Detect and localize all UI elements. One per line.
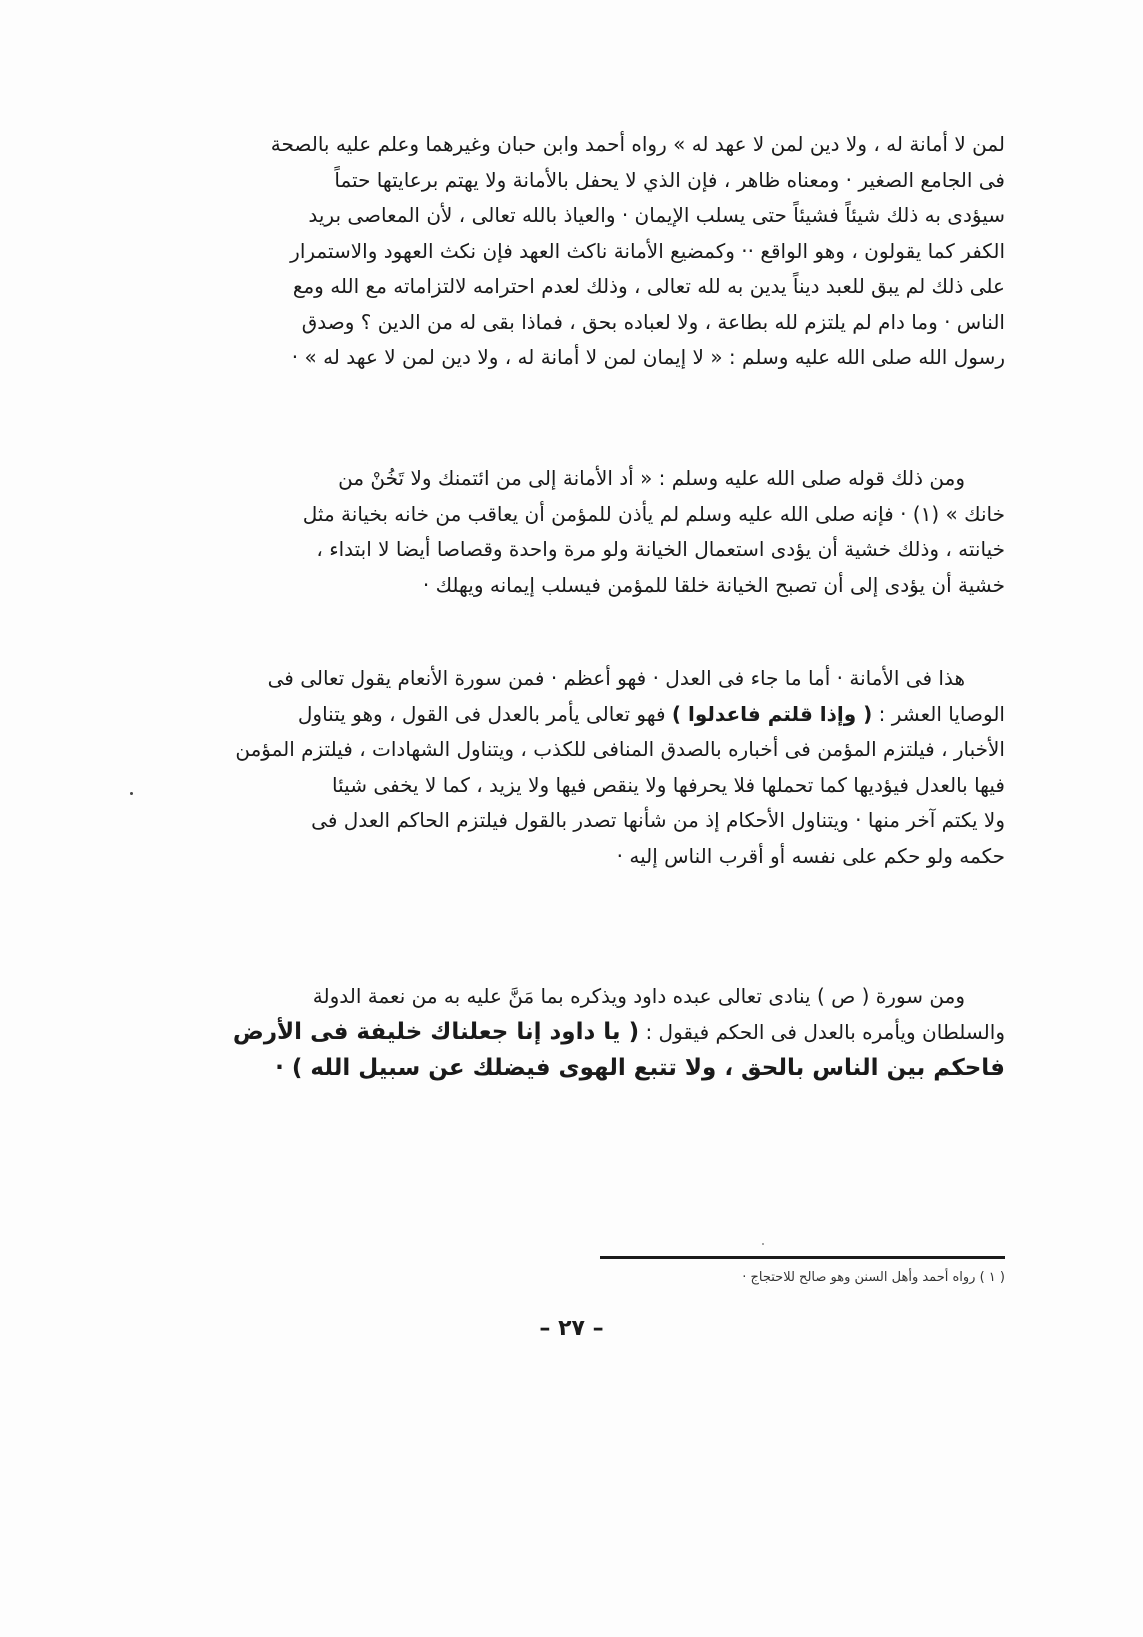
- text-line: رسول الله صلى الله عليه وسلم : « لا إيمان لمن لا أمانة له ، ولا دين لمن لا عهد له » ·: [291, 345, 1005, 369]
- text-segment: فهو تعالى يأمر بالعدل فى القول ، وهو يتناول: [297, 701, 672, 726]
- paragraph-1: [160, 127, 1005, 376]
- text-line: حكمه ولو حكم على نفسه أو أقرب الناس إليه ·: [616, 843, 1005, 868]
- text-line: لمن لا أمانة له ، ولا دين لمن لا عهد له » رواه أحمد وابن حبان وغيرهما وعلم عليه بالصحة: [270, 132, 1005, 156]
- text-line: الناس · وما دام لم يلتزم لله بطاعة ، ولا لعباده بحق ، فماذا بقى له من الدين ؟ وصدق: [301, 309, 1005, 334]
- text-line: على ذلك لم يبق للعبد ديناً يدين به لله تعالى ، وذلك لعدم احترامه لالتزاماته مع الله ومع: [292, 274, 1005, 298]
- paragraph-2: [160, 461, 1005, 603]
- scan-speck: [762, 1243, 764, 1245]
- text-line: فيها بالعدل فيؤديها كما تحملها فلا يحرفها ولا ينقص فيها ولا يزيد ، كما لا يخفى شيئا: [332, 772, 1005, 797]
- text-line: ولا يكتم آخر منها · ويتناول الأحكام إذ من شأنها تصدر بالقول فيلتزم الحاكم العدل فى: [311, 808, 1005, 832]
- text-line: ومن ذلك قوله صلى الله عليه وسلم : « أد الأمانة إلى من ائتمنك ولا تَخُنْ من: [338, 466, 965, 490]
- quran-quote: ( وإذا قلتم فاعدلوا ): [671, 701, 873, 726]
- text-segment: الوصايا العشر :: [872, 701, 1005, 726]
- quran-quote-line: فاحكم بين الناس بالحق ، ولا تتبع الهوى فيضلك عن سبيل الله ) ·: [275, 1055, 1005, 1081]
- text-line: هذا فى الأمانة · أما ما جاء فى العدل · فهو أعظم · فمن سورة الأنعام يقول تعالى فى: [267, 666, 965, 690]
- text-line: فى الجامع الصغير · ومعناه ظاهر ، فإن الذي لا يحفل بالأمانة ولا يهتم برعايتها حتماً: [334, 167, 1005, 192]
- quran-quote: ( يا داود إنا جعلناك خليفة فى الأرض: [232, 1019, 640, 1045]
- paragraph-4: [160, 978, 1005, 1086]
- scan-speck: [130, 792, 133, 795]
- text-line: خيانته ، وذلك خشية أن يؤدى استعمال الخيانة ولو مرة واحدة وقصاصا أيضا لا ابتداء ،: [316, 537, 1005, 561]
- text-line: خشية أن يؤدى إلى أن تصبح الخيانة خلقا للمؤمن فيسلب إيمانه ويهلك ·: [422, 572, 1005, 597]
- text-line: [160, 1014, 1005, 1050]
- text-segment: والسلطان ويأمره بالعدل فى الحكم فيقول :: [639, 1020, 1005, 1044]
- footnote: ( ١ ) رواه أحمد وأهل السنن وهو صالح للاحتجاج ·: [742, 1270, 1005, 1285]
- text-line: خانك » (١) · فإنه صلى الله عليه وسلم لم يأذن للمؤمن أن يعاقب من خانه بخيانة مثل: [302, 501, 1005, 526]
- paragraph-3: [160, 661, 1005, 874]
- text-line: [160, 697, 1005, 733]
- text-line: الكفر كما يقولون ، وهو الواقع ·· وكمضيع الأمانة ناكث العهد فإن نكث العهود والاستمرار: [290, 238, 1005, 263]
- text-line: الأخبار ، فيلتزم المؤمن فى أخباره بالصدق المنافى للكذب ، ويتناول الشهادات ، فيلتزم المؤمن: [235, 737, 1005, 761]
- text-line: ومن سورة ( ص ) ينادى تعالى عبده داود ويذكره بما مَنَّ عليه به من نعمة الدولة: [312, 984, 965, 1008]
- footnote-divider: [600, 1256, 1005, 1259]
- text-line: سيؤدى به ذلك شيئاً فشيئاً حتى يسلب الإيمان · والعياذ بالله تعالى ، لأن المعاصى بريد: [308, 203, 1005, 227]
- page-number: – ٢٧ –: [539, 1316, 604, 1341]
